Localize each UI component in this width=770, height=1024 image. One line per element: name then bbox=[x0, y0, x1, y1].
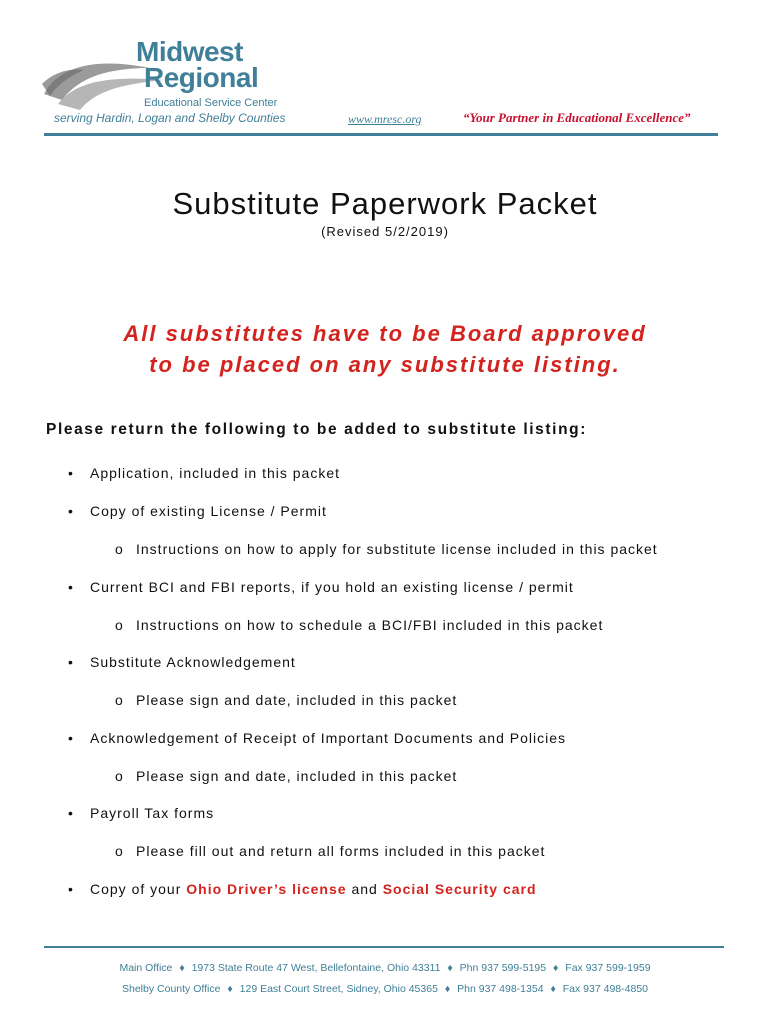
bullet-icon: • bbox=[68, 805, 74, 821]
drivers-license-highlight: Ohio Driver’s license bbox=[186, 881, 347, 897]
bullet-icon: • bbox=[68, 465, 74, 481]
footer-shelby-office bbox=[0, 983, 770, 995]
diamond-icon: ♦ bbox=[447, 962, 453, 974]
diamond-icon: ♦ bbox=[179, 962, 185, 974]
list-item bbox=[68, 730, 566, 746]
bullet-icon: • bbox=[68, 881, 74, 897]
logo-tagline: serving Hardin, Logan and Shelby Counties bbox=[54, 111, 286, 125]
footer-divider bbox=[44, 946, 724, 948]
office-phone: Phn 937 498-1354 bbox=[457, 983, 544, 995]
sub-list-item-text: Instructions on how to apply for substitute license included in this packet bbox=[136, 541, 658, 557]
bullet-icon: • bbox=[68, 503, 74, 519]
approval-notice bbox=[0, 318, 770, 380]
office-name: Main Office bbox=[119, 962, 173, 974]
list-item bbox=[68, 805, 214, 821]
list-item-text: Copy of existing License / Permit bbox=[90, 503, 327, 519]
office-phone: Phn 937 599-5195 bbox=[459, 962, 547, 974]
logo-subtitle: Educational Service Center bbox=[144, 97, 278, 109]
list-item-text: Application, included in this packet bbox=[90, 465, 341, 481]
bullet-icon: • bbox=[68, 654, 74, 670]
sub-bullet-icon: o bbox=[115, 617, 124, 633]
office-name: Shelby County Office bbox=[122, 983, 221, 995]
sub-list-item bbox=[115, 617, 603, 633]
sub-bullet-icon: o bbox=[115, 692, 124, 708]
sub-bullet-icon: o bbox=[115, 541, 124, 557]
list-item-text: Substitute Acknowledgement bbox=[90, 654, 296, 670]
list-item bbox=[68, 465, 340, 481]
office-fax: Fax 937 498-4850 bbox=[562, 983, 648, 995]
sub-list-item-text: Please sign and date, included in this packet bbox=[136, 692, 458, 708]
website-link[interactable]: www.mresc.org bbox=[348, 112, 422, 126]
list-item-text: Payroll Tax forms bbox=[90, 805, 215, 821]
sub-list-item-text: Please fill out and return all forms included in this packet bbox=[136, 843, 546, 859]
notice-line-1: All substitutes have to be Board approved bbox=[123, 321, 647, 346]
sub-bullet-icon: o bbox=[115, 768, 124, 784]
diamond-icon: ♦ bbox=[444, 983, 451, 995]
logo-name-line1: Midwest bbox=[136, 36, 243, 67]
bullet-icon: • bbox=[68, 579, 74, 595]
list-item-text: Current BCI and FBI reports, if you hold an existing license / permit bbox=[90, 579, 574, 595]
list-item-text: Acknowledgement of Receipt of Important Documents and Policies bbox=[90, 730, 566, 746]
sub-bullet-icon: o bbox=[115, 843, 124, 859]
office-address: 1973 State Route 47 West, Bellefontaine, Ohio 43311 bbox=[191, 962, 441, 974]
revision-date: (Revised 5/2/2019) bbox=[321, 224, 449, 239]
logo-name-line2: Regional bbox=[144, 62, 259, 93]
list-item bbox=[68, 503, 327, 519]
document-title: Substitute Paperwork Packet bbox=[172, 186, 598, 221]
sub-list-item bbox=[115, 692, 457, 708]
social-security-highlight: Social Security card bbox=[382, 881, 537, 897]
list-item bbox=[68, 881, 537, 897]
diamond-icon: ♦ bbox=[227, 983, 233, 995]
office-address: 129 East Court Street, Sidney, Ohio 45365 bbox=[239, 983, 438, 995]
last-item-prefix: Copy of your bbox=[90, 881, 182, 897]
sub-list-item bbox=[115, 843, 545, 859]
footer-main-office bbox=[0, 962, 770, 974]
instructions-heading: Please return the following to be added to substitute listing: bbox=[46, 421, 587, 438]
diamond-icon: ♦ bbox=[550, 983, 556, 995]
motto: “Your Partner in Educational Excellence” bbox=[463, 110, 691, 125]
notice-line-2: to be placed on any substitute listing. bbox=[149, 352, 621, 377]
last-item-middle: and bbox=[351, 881, 378, 897]
sub-list-item bbox=[115, 541, 658, 557]
sub-list-item bbox=[115, 768, 457, 784]
letterhead bbox=[0, 0, 770, 140]
sub-list-item-text: Please sign and date, included in this packet bbox=[136, 768, 458, 784]
diamond-icon: ♦ bbox=[553, 962, 559, 974]
sub-list-item-text: Instructions on how to schedule a BCI/FBI included in this packet bbox=[136, 617, 604, 633]
bullet-icon: • bbox=[68, 730, 74, 746]
list-item bbox=[68, 654, 296, 670]
office-fax: Fax 937 599-1959 bbox=[565, 962, 651, 974]
header-divider bbox=[44, 133, 718, 136]
logo bbox=[40, 36, 286, 126]
list-item bbox=[68, 579, 574, 595]
